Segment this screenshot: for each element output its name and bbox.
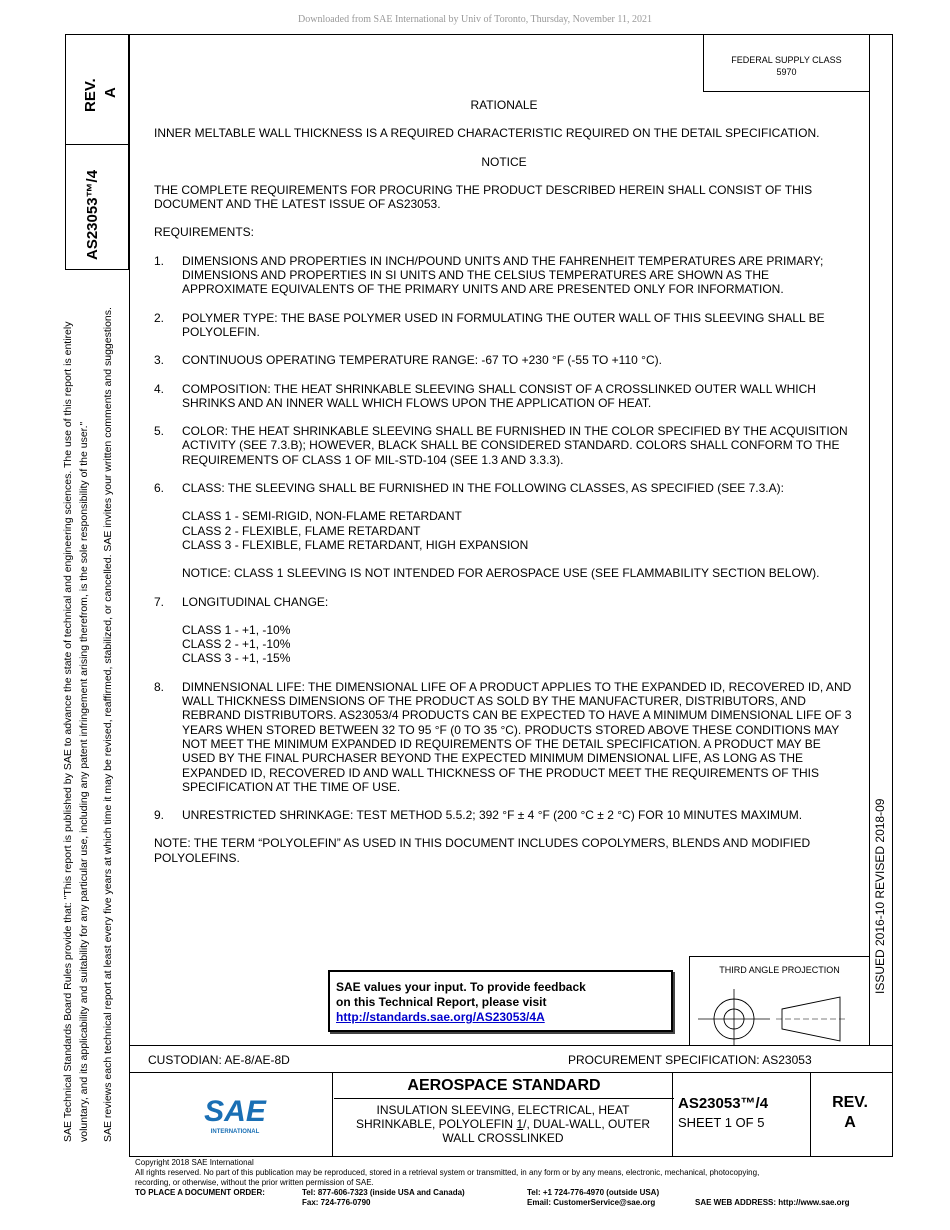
long-change-item: CLASS 1 - +1, -10%: [182, 622, 291, 637]
title-rev-label: REV.: [832, 1094, 868, 1111]
requirement-number: 4.: [154, 381, 165, 396]
desc-line1: INSULATION SLEEVING, ELECTRICAL, HEAT: [376, 1103, 630, 1117]
sae-logo-text: SAE: [204, 1095, 266, 1128]
desc-line2c: /, DUAL-WALL, OUTER: [523, 1117, 651, 1131]
requirement-item: [154, 311, 854, 340]
side-notice-line1: SAE Technical Standards Board Rules provide that: "This report is published by SAE to advance the state of technical and engineering sciences. The use of this report is entirely: [62, 321, 74, 1142]
fax: Fax: 724-776-0790: [302, 1198, 371, 1207]
standard-type: AEROSPACE STANDARD: [334, 1073, 674, 1099]
tel-usa: Tel: 877-606-7323 (inside USA and Canada): [302, 1188, 465, 1197]
title-separator: [332, 1073, 333, 1156]
requirement-text: CLASS: THE SLEEVING SHALL BE FURNISHED IN THE FOLLOWING CLASSES, AS SPECIFIED (SEE 7.3.A):: [182, 481, 784, 496]
long-change-item: CLASS 3 - +1, -15%: [182, 651, 291, 666]
title-block: [129, 1073, 893, 1157]
rights-line1: All rights reserved. No part of this publication may be reproduced, stored in a retrieval system or transmitted, in any form or by any means, electronic, mechanical, photocopying,: [135, 1168, 760, 1177]
requirement-item: [154, 424, 854, 467]
requirement-item: [154, 680, 854, 794]
left-rev-value: A: [102, 87, 119, 98]
issued-revised: ISSUED 2016-10 REVISED 2018-09: [873, 798, 887, 994]
requirement-text: COLOR: THE HEAT SHRINKABLE SLEEVING SHALL BE FURNISHED IN THE COLOR SPECIFIED BY THE ACQUISITION ACTIVITY (SEE 7.3.B); HOWEVER, BLACK SHALL BE CONSIDERED STANDARD. COLORS SHALL CONFORM TO THE REQUIREMENTS OF CLASS 1 OF MIL-STD-104 (SEE 1.3 AND 3.3.3).: [182, 424, 848, 467]
requirement-text: DIMNENSIONAL LIFE: THE DIMENSIONAL LIFE OF A PRODUCT APPLIES TO THE EXPANDED ID, RECOVERED ID, AND WALL THICKNESS DIMENSIONS OF THE PRODUCT AS SOLD BY THE MANUFACTURER, DISTRIBUTORS, AND REBRAND DISTRIBUTORS. AS23053/4 PRODUCTS CAN BE EXPECTED TO HAVE A MINIMUM DIMENSIONAL LIFE OF 3 YEARS WHEN STORED BETWEEN 32 TO 95 °F (0 TO 35 °C). PRODUCTS STORED ABOVE THESE CONDITIONS MAY NOT MEET THE MINIMUM EXPANDED ID REQUIREMENTS OF THE DETAIL SPECIFICATION. A PRODUCT MAY BE USED BY THE FINAL PURCHASER BEYOND THE EXPECTED MINIMUM DIMENSIONAL LIFE, AS LONG AS THE EXPANDED ID, RECOVERED ID AND WALL THICKNESS OF THE PRODUCT MEET THE REQUIREMENTS OF THIS SPECIFICATION AT THE TIME OF USE.: [182, 679, 852, 794]
notice-heading: NOTICE: [481, 154, 527, 169]
left-rev: [78, 68, 122, 128]
requirement-item: [154, 808, 854, 822]
desc-line2b: 1: [516, 1117, 524, 1131]
download-note: Downloaded from SAE International by Univ of Toronto, Thursday, November 11, 2021: [298, 14, 652, 25]
rationale-heading: RATIONALE: [470, 98, 538, 112]
requirement-number: 6.: [154, 481, 165, 496]
federal-supply-value: 5970: [776, 67, 797, 77]
requirement-item: [154, 595, 854, 609]
requirement-number: 3.: [154, 353, 165, 368]
feedback-line2: on this Technical Report, please visit: [336, 995, 547, 1009]
tel-outside: Tel: +1 724-776-4970 (outside USA): [527, 1188, 660, 1197]
final-note: NOTE: THE TERM “POLYOLEFIN” AS USED IN THIS DOCUMENT INCLUDES COPOLYMERS, BLENDS AND MODIFIED POLYOLEFINS.: [154, 836, 811, 865]
federal-supply-label: FEDERAL SUPPLY CLASS: [731, 55, 842, 65]
custodian-row: [129, 1046, 893, 1073]
sae-logo: [200, 1089, 270, 1139]
web-address: SAE WEB ADDRESS: http://www.sae.org: [695, 1198, 850, 1207]
federal-supply-box: [703, 34, 869, 92]
requirement-item: [154, 353, 854, 367]
footer-contact-row: [135, 1198, 895, 1208]
copyright: Copyright 2018 SAE International: [135, 1158, 254, 1167]
side-notice-line2: voluntary, and its applicability and suitability for any particular use, including any patent infringement arising therefrom, is the sole responsibility of the user.": [78, 421, 90, 1142]
document-description: [334, 1101, 672, 1145]
notice-text: THE COMPLETE REQUIREMENTS FOR PROCURING THE PRODUCT DESCRIBED HEREIN SHALL CONSIST OF THIS DOCUMENT AND THE LATEST ISSUE OF AS23053.: [154, 182, 813, 212]
title-rev: [818, 1093, 882, 1133]
requirement-number: 2.: [154, 310, 165, 325]
class-item: CLASS 1 - SEMI-RIGID, NON-FLAME RETARDANT: [182, 509, 462, 524]
third-angle-symbol-icon: [690, 975, 868, 1045]
requirement-text: POLYMER TYPE: THE BASE POLYMER USED IN FORMULATING THE OUTER WALL OF THIS SLEEVING SHALL BE POLYOLEFIN.: [182, 310, 825, 339]
side-notice-line3: SAE reviews each technical report at least every five years at which time it may be revised, reaffirmed, stabilized, or cancelled. SAE invites your written comments and suggestions.: [102, 307, 114, 1142]
custodian: CUSTODIAN: AE-8/AE-8D: [148, 1053, 290, 1067]
requirements-heading: REQUIREMENTS:: [154, 225, 255, 240]
title-rev-value: A: [844, 1114, 856, 1131]
procurement-spec: PROCUREMENT SPECIFICATION: AS23053: [568, 1053, 812, 1067]
feedback-line1: SAE values your input. To provide feedback: [336, 980, 586, 994]
requirement-number: 7.: [154, 594, 165, 609]
feedback-box: [328, 970, 673, 1032]
longitudinal-change-list: [182, 623, 854, 666]
title-separator: [810, 1073, 811, 1156]
left-docnum: [84, 150, 114, 265]
requirement-text: COMPOSITION: THE HEAT SHRINKABLE SLEEVING SHALL CONSIST OF A CROSSLINKED OUTER WALL WHICH SHRINKS AND AN INNER WALL WHICH FLOWS UPON THE APPLICATION OF HEAT.: [182, 381, 816, 410]
left-divider: [66, 144, 128, 145]
footer: [135, 1158, 895, 1208]
sae-logo-sub: INTERNATIONAL: [210, 1129, 260, 1135]
class-notice: NOTICE: CLASS 1 SLEEVING IS NOT INTENDED FOR AEROSPACE USE (SEE FLAMMABILITY SECTION BELOW).: [182, 566, 820, 581]
sheet-number: SHEET 1 OF 5: [678, 1115, 765, 1130]
long-change-item: CLASS 2 - +1, -10%: [182, 637, 291, 652]
right-strip: [869, 34, 893, 1046]
class-item: CLASS 2 - FLEXIBLE, FLAME RETARDANT: [182, 523, 421, 538]
third-angle-box: [689, 956, 869, 1046]
requirement-text: CONTINUOUS OPERATING TEMPERATURE RANGE: -67 TO +230 °F (-55 TO +110 °C).: [182, 353, 662, 368]
third-angle-label: THIRD ANGLE PROJECTION: [719, 965, 840, 975]
sae-logo-icon: [200, 1089, 270, 1139]
requirement-item: [154, 481, 854, 495]
email: Email: CustomerService@sae.org: [527, 1198, 656, 1207]
title-doc-number: AS23053™/4: [678, 1095, 769, 1112]
requirement-text: UNRESTRICTED SHRINKAGE: TEST METHOD 5.5.2; 392 °F ± 4 °F (200 °C ± 2 °C) FOR 10 MINUTES MAXIMUM.: [182, 808, 803, 823]
requirement-number: 1.: [154, 253, 165, 268]
requirement-number: 9.: [154, 808, 165, 823]
rights-line2: recording, or otherwise, without the prior written permission of SAE.: [135, 1178, 374, 1187]
rationale-text: INNER MELTABLE WALL THICKNESS IS A REQUIRED CHARACTERISTIC REQUIRED ON THE DETAIL SPECIFICATION.: [154, 126, 820, 141]
desc-line3: WALL CROSSLINKED: [442, 1131, 564, 1145]
class-list: [182, 509, 854, 552]
desc-line2: [334, 1117, 672, 1131]
requirement-item: [154, 254, 854, 297]
order-label: TO PLACE A DOCUMENT ORDER:: [135, 1188, 265, 1197]
requirement-item: [154, 382, 854, 411]
side-notice: [60, 270, 130, 1150]
document-body: [154, 98, 854, 879]
requirement-text: LONGITUDINAL CHANGE:: [182, 594, 329, 609]
requirement-text: DIMENSIONS AND PROPERTIES IN INCH/POUND UNITS AND THE FAHRENHEIT TEMPERATURES ARE PRIMARY; DIMENSIONS AND PROPERTIES IN SI UNITS AND THE CELSIUS TEMPERATURES ARE SHOWN AS THE APPROXIMATE EQUIVALENTS OF THE PRIMARY UNITS AND ARE PRESENTED ONLY FOR INFORMATION.: [182, 253, 824, 297]
class-item: CLASS 3 - FLEXIBLE, FLAME RETARDANT, HIGH EXPANSION: [182, 537, 529, 552]
left-docnum-text: AS23053™/4: [84, 169, 101, 260]
desc-line2a: SHRINKABLE, POLYOLEFIN: [355, 1117, 517, 1131]
requirement-number: 8.: [154, 679, 165, 694]
feedback-link[interactable]: http://standards.sae.org/AS23053/4A: [336, 1010, 545, 1024]
requirement-number: 5.: [154, 424, 165, 439]
left-rev-label: REV.: [82, 78, 99, 112]
footer-order-row: [135, 1188, 895, 1198]
